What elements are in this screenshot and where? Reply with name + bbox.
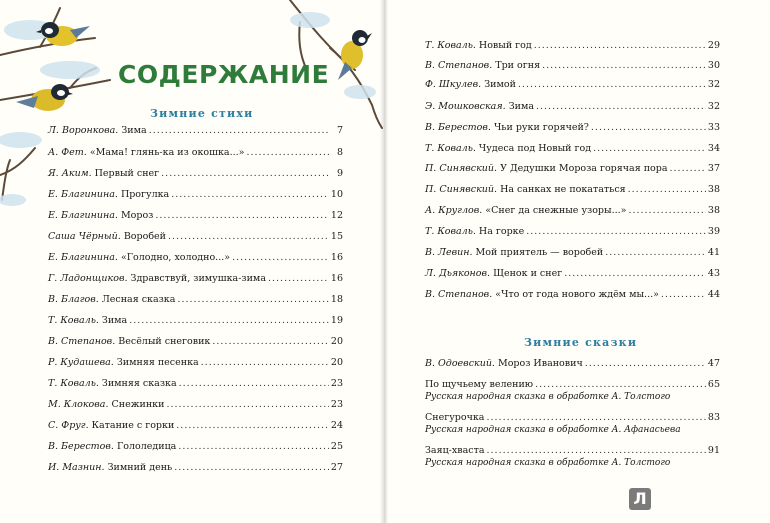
entry-title: Новый год [478, 40, 532, 51]
entry-title: Мороз [120, 210, 154, 221]
entry-page: 34 [707, 143, 720, 154]
entry-author: Е. Благинина. [48, 252, 118, 263]
section-heading-winter-tales: Зимние сказки [524, 336, 638, 349]
entry-author: Я. Аким. [48, 168, 92, 179]
entry-title: Первый снег [94, 168, 160, 179]
entry-page: 16 [330, 273, 343, 284]
toc-entry[interactable] [425, 289, 720, 301]
toc-entry[interactable] [48, 231, 343, 243]
entry-author: Л. Воронкова. [48, 125, 119, 136]
entry-author: В. Берестов. [425, 122, 491, 133]
entry-title: Снежинки [111, 399, 165, 410]
entry-page: 24 [330, 420, 343, 431]
entry-author: А. Фет. [48, 147, 87, 158]
entry-page: 44 [707, 289, 720, 300]
leader-dots [661, 289, 706, 301]
entry-page: 18 [330, 294, 343, 305]
toc-entry[interactable] [48, 168, 343, 180]
entry-title: Мой приятель — воробей [475, 247, 604, 258]
entry-page: 15 [330, 231, 343, 242]
entry-title: Весёлый снеговик [118, 336, 211, 347]
entry-page: 38 [707, 205, 720, 216]
toc-entry[interactable] [425, 40, 720, 52]
entry-title: Заяц-хваста [425, 445, 485, 456]
entry-title: Мороз Иванович [497, 358, 583, 369]
leader-dots [212, 336, 329, 348]
entry-title: На санках не покататься [500, 184, 626, 195]
entry-author: Т. Коваль. [425, 226, 476, 237]
entry-page: 7 [336, 125, 343, 136]
entry-page: 30 [707, 60, 720, 71]
entry-author: Е. Благинина. [48, 210, 118, 221]
entry-title: Чьи руки горячей? [493, 122, 589, 133]
entry-title: Зимний день [107, 462, 173, 473]
entry-title: Прогулка [120, 189, 170, 200]
entry-author: В. Левин. [425, 247, 473, 258]
toc-entry[interactable] [48, 125, 343, 137]
leader-dots [628, 205, 705, 217]
toc-entry[interactable] [425, 205, 720, 217]
leader-dots [535, 379, 706, 391]
page-title: СОДЕРЖАНИЕ [118, 60, 330, 89]
toc-entry[interactable] [425, 184, 720, 196]
entry-author: Ф. Шкулев. [425, 79, 482, 90]
entry-title: Гололедица [116, 441, 177, 452]
entry-page: 83 [707, 412, 720, 423]
entry-author: С. Фруг. [48, 420, 89, 431]
leader-dots [178, 441, 329, 453]
toc-entry[interactable] [48, 252, 343, 264]
toc-entry[interactable] [425, 122, 720, 134]
entry-author: И. Мазнин. [48, 462, 105, 473]
entry-page: 10 [330, 189, 343, 200]
leader-dots [149, 125, 329, 137]
entry-author: Г. Ладонщиков. [48, 273, 128, 284]
titmouse-right [338, 30, 372, 80]
leader-dots [171, 189, 329, 201]
entry-author: В. Благов. [48, 294, 99, 305]
entry-title: «Мама! глянь-ка из окошка...» [89, 147, 245, 158]
toc-entry[interactable] [48, 273, 343, 285]
toc-entry[interactable] [425, 79, 720, 91]
entry-author: Е. Благинина. [48, 189, 118, 200]
titmouse-left-bottom [16, 84, 73, 111]
toc-entry[interactable] [48, 357, 343, 369]
entry-author: В. Степанов. [48, 336, 116, 347]
leader-dots [179, 378, 329, 390]
toc-entry[interactable] [425, 445, 720, 457]
entry-page: 43 [707, 268, 720, 279]
entry-page: 20 [330, 357, 343, 368]
entry-page: 12 [330, 210, 343, 221]
entry-page: 20 [330, 336, 343, 347]
entry-author: Саша Чёрный. [48, 231, 121, 242]
leader-dots [534, 40, 706, 52]
leader-dots [176, 420, 329, 432]
toc-entry[interactable] [48, 336, 343, 348]
leader-dots [536, 101, 706, 113]
toc-entry[interactable] [48, 441, 343, 453]
toc-entry[interactable] [425, 268, 720, 280]
toc-entry[interactable] [48, 294, 343, 306]
leader-dots [564, 268, 706, 280]
entry-title: Здравствуй, зимушка-зима [130, 273, 266, 284]
entry-author: В. Степанов. [425, 60, 493, 71]
leader-dots [174, 462, 329, 474]
entry-page: 41 [707, 247, 720, 258]
entry-title: У Дедушки Мороза горячая пора [500, 163, 668, 174]
entry-page: 27 [330, 462, 343, 473]
entry-title: Зимняя сказка [101, 378, 177, 389]
entry-note: Русская народная сказка в обработке А. Толстого [425, 458, 671, 468]
entry-title: Зима [121, 125, 147, 136]
toc-entry[interactable] [48, 147, 343, 159]
toc-entry[interactable] [425, 101, 720, 113]
leader-dots [605, 247, 706, 259]
leader-dots [155, 210, 329, 222]
leader-dots [168, 231, 329, 243]
toc-entry[interactable] [48, 462, 343, 474]
section-heading-winter-poems: Зимние стихи [150, 107, 254, 120]
entry-title: Зима [508, 101, 534, 112]
entry-page: 38 [707, 184, 720, 195]
entry-title: Зима [101, 315, 128, 326]
entry-author: Т. Коваль. [48, 378, 99, 389]
entry-page: 33 [707, 122, 720, 133]
entry-page: 65 [707, 379, 720, 390]
entry-title: На горке [478, 226, 525, 237]
toc-entry[interactable] [425, 163, 720, 175]
toc-entry[interactable] [425, 412, 720, 424]
leader-dots [268, 273, 329, 285]
leader-dots [166, 399, 328, 411]
entry-author: Т. Коваль. [48, 315, 99, 326]
toc-entry[interactable] [48, 210, 343, 222]
toc-entry[interactable] [425, 226, 720, 238]
entry-author: Р. Кудашева. [48, 357, 114, 368]
leader-dots [201, 357, 329, 369]
entry-title: Щенок и снег [493, 268, 563, 279]
entry-title: «Снег да снежные узоры...» [485, 205, 627, 216]
entry-page: 47 [707, 358, 720, 369]
leader-dots [246, 147, 329, 159]
publisher-logo: Л [629, 488, 651, 510]
leader-dots [526, 226, 706, 238]
entry-page: 32 [707, 79, 720, 90]
entry-author: А. Круглов. [425, 205, 483, 216]
entry-author: Т. Коваль. [425, 143, 476, 154]
entry-page: 19 [330, 315, 343, 326]
entry-author: Л. Дьяконов. [425, 268, 491, 279]
toc-entry[interactable] [48, 420, 343, 432]
toc-entry[interactable] [48, 189, 343, 201]
leader-dots [177, 294, 328, 306]
leader-dots [518, 79, 706, 91]
toc-entry[interactable] [48, 378, 343, 390]
entry-title: «Что от года нового ждём мы...» [495, 289, 659, 300]
leader-dots [232, 252, 329, 264]
titmouse-left-top [36, 22, 90, 46]
entry-page: 23 [330, 399, 343, 410]
toc-entry[interactable] [48, 399, 343, 411]
entry-note: Русская народная сказка в обработке А. Толстого [425, 392, 671, 402]
entry-author: Т. Коваль. [425, 40, 476, 51]
entry-title: Три огня [495, 60, 541, 71]
entry-page: 32 [707, 101, 720, 112]
entry-page: 39 [707, 226, 720, 237]
entry-title: Лесная сказка [101, 294, 176, 305]
toc-entry[interactable] [48, 315, 343, 327]
entry-title: Снегурочка [425, 412, 485, 423]
entry-author: П. Синявский. [425, 163, 498, 174]
entry-author: В. Берестов. [48, 441, 114, 452]
entry-page: 37 [707, 163, 720, 174]
entry-note: Русская народная сказка в обработке А. Афанасьева [425, 425, 681, 435]
entry-page: 25 [330, 441, 343, 452]
toc-entry[interactable] [425, 247, 720, 259]
entry-page: 9 [336, 168, 343, 179]
entry-title: Воробей [123, 231, 167, 242]
entry-title: Чудеса под Новый год [478, 143, 592, 154]
entry-title: Зимняя песенка [116, 357, 199, 368]
leader-dots [585, 358, 706, 370]
entry-author: Э. Мошковская. [425, 101, 506, 112]
leader-dots [542, 60, 706, 72]
leader-dots [487, 445, 706, 457]
entry-page: 23 [330, 378, 343, 389]
toc-entry[interactable] [425, 143, 720, 155]
entry-title: По щучьему велению [425, 379, 534, 390]
entry-title: Катание с горки [91, 420, 175, 431]
entry-title: «Голодно, холодно...» [120, 252, 231, 263]
toc-entry[interactable] [425, 379, 720, 391]
leader-dots [670, 163, 706, 175]
leader-dots [129, 315, 329, 327]
leader-dots [591, 122, 706, 134]
leader-dots [628, 184, 706, 196]
entry-author: М. Клокова. [48, 399, 109, 410]
entry-title: Зимой [484, 79, 516, 90]
leader-dots [486, 412, 705, 424]
leader-dots [161, 168, 329, 180]
entry-author: В. Одоевский. [425, 358, 495, 369]
toc-entry[interactable] [425, 60, 720, 72]
entry-page: 8 [336, 147, 343, 158]
entry-author: В. Степанов. [425, 289, 493, 300]
toc-entry[interactable] [425, 358, 720, 370]
entry-page: 29 [707, 40, 720, 51]
leader-dots [593, 143, 706, 155]
entry-page: 91 [707, 445, 720, 456]
entry-author: П. Синявский. [425, 184, 498, 195]
entry-page: 16 [330, 252, 343, 263]
